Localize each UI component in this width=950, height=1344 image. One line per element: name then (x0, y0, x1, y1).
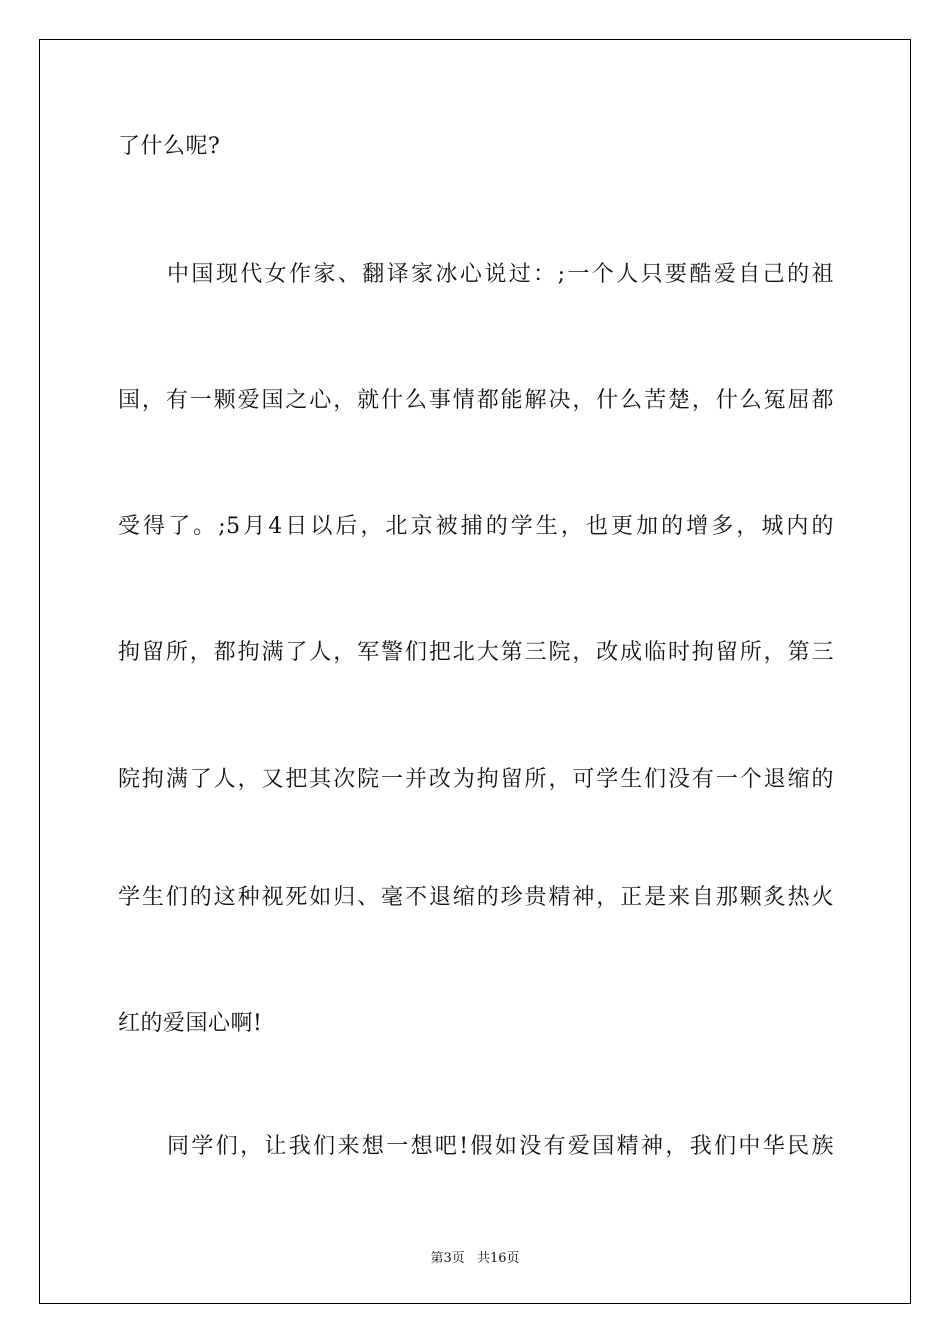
text-line-4: 受得了。;5月4日以后，北京被捕的学生，也更加的增多，城内的 (118, 514, 834, 539)
text-line-3: 国，有一颗爱国之心，就什么事情都能解决，什么苦楚，什么冤屈都 (118, 388, 834, 413)
page-border (39, 39, 911, 1304)
text-line-8: 红的爱国心啊! (118, 1011, 263, 1036)
text-line-9: 同学们，让我们来想一想吧!假如没有爱国精神，我们中华民族 (167, 1134, 834, 1159)
text-line-6: 院拘满了人，又把其次院一并改为拘留所，可学生们没有一个退缩的 (118, 767, 834, 792)
text-line-1: 了什么呢? (118, 134, 221, 159)
text-line-7: 学生们的这种视死如归、毫不退缩的珍贵精神，正是来自那颗炙热火 (118, 885, 834, 910)
text-line-2: 中国现代女作家、翻译家冰心说过：;一个人只要酷爱自己的祖 (167, 262, 834, 287)
text-line-5: 拘留所，都拘满了人，军警们把北大第三院，改成临时拘留所，第三 (118, 640, 834, 665)
page-total: 共16页 (476, 1251, 520, 1266)
page-footer (0, 1247, 950, 1266)
page-number: 第3页 (430, 1251, 465, 1266)
